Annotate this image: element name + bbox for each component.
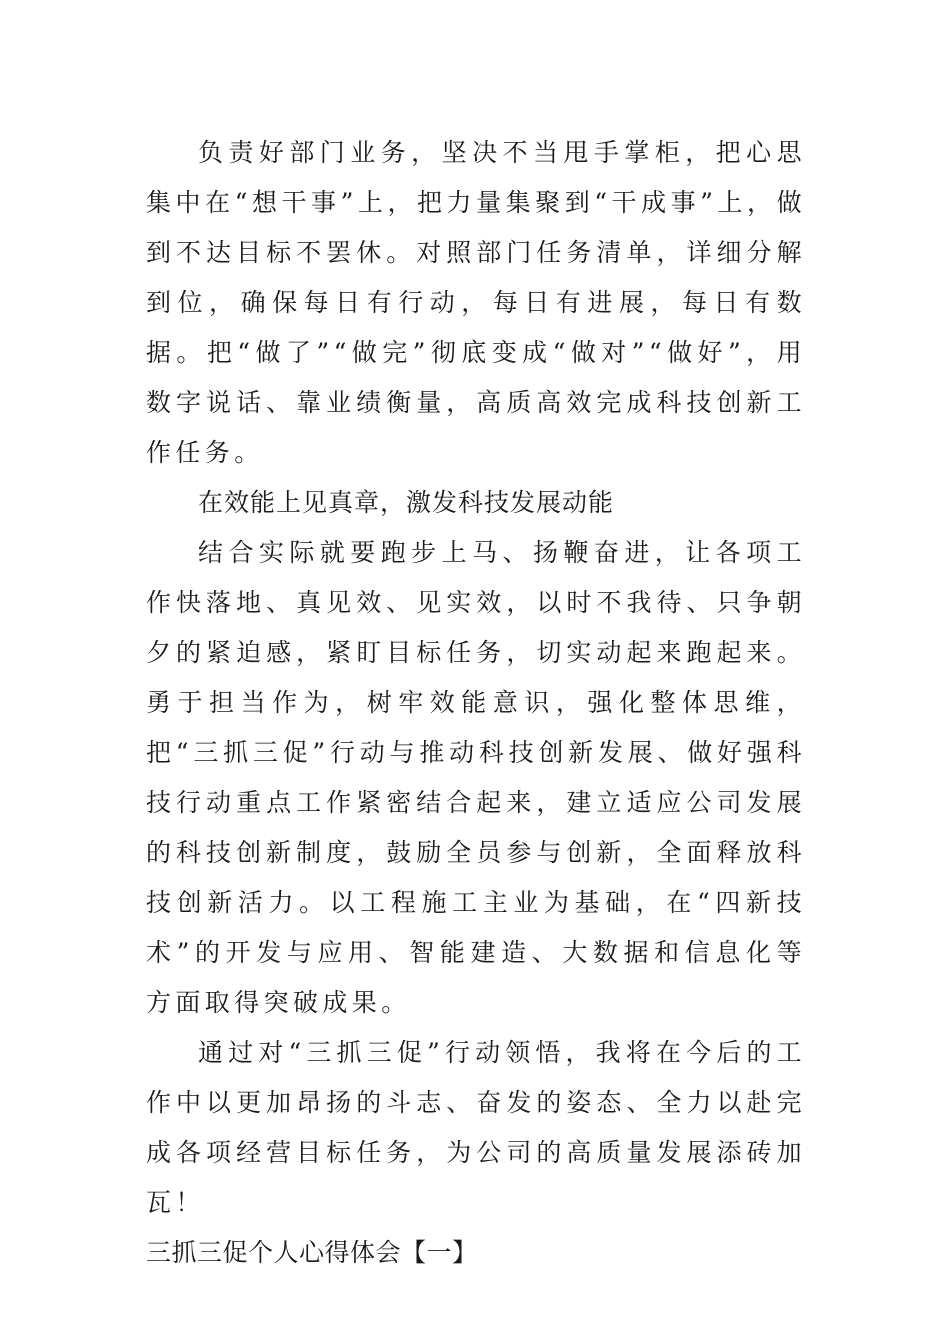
body-paragraph: 负责好部门业务，坚决不当甩手掌柜，把心思集中在“想干事”上，把力量集聚到“干成事”上，做到不达目标不罢休。对照部门任务清单，详细分解到位，确保每日有行动，每日有进展，每日有数据。把“做了”“做完”彻底变成“做对”“做好”，用数字说话、靠业绩衡量，高质高效完成科技创新工作任务。 <box>146 138 806 467</box>
section-heading: 在效能上见真章，激发科技发展动能 <box>198 488 615 517</box>
document-page <box>146 128 806 1278</box>
body-paragraph: 结合实际就要跑步上马、扬鞭奋进，让各项工作快落地、真见效、见实效，以时不我待、只争朝夕的紧迫感，紧盯目标任务，切实动起来跑起来。勇于担当作为，树牢效能意识，强化整体思维，把“三抓三促”行动与推动科技创新发展、做好强科技行动重点工作紧密结合起来，建立适应公司发展的科技创新制度，鼓励全员参与创新，全面释放科技创新活力。以工程施工主业为基础，在“四新技术”的开发与应用、智能建造、大数据和信息化等方面取得突破成果。 <box>146 538 806 1017</box>
body-paragraph: 通过对“三抓三促”行动领悟，我将在今后的工作中以更加昂扬的斗志、奋发的姿态、全力以赴完成各项经营目标任务，为公司的高质量发展添砖加瓦！ <box>146 1038 806 1217</box>
document-title-line: 三抓三促个人心得体会【一】 <box>146 1238 478 1267</box>
